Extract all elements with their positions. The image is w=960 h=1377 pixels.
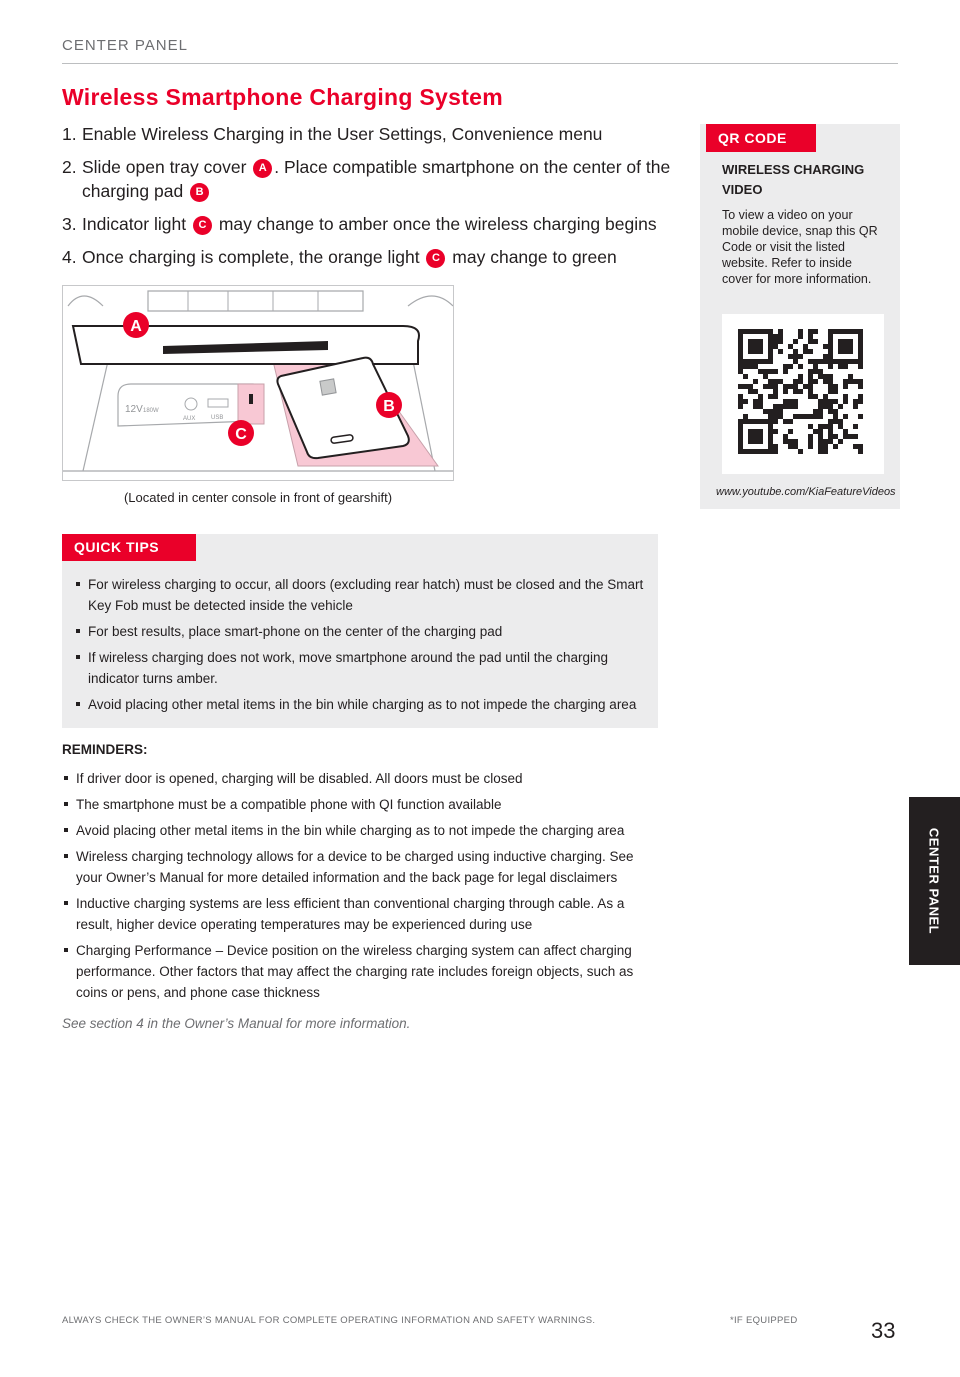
step-item <box>62 212 672 236</box>
list-item: For wireless charging to occur, all doors (excluding rear hatch) must be closed and the Smart Key Fob must be detected inside the vehicle <box>74 574 646 616</box>
see-section-note: See section 4 in the Owner’s Manual for more information. <box>62 1016 411 1031</box>
qr-code-image[interactable] <box>722 314 884 474</box>
footer-if-equipped: *IF EQUIPPED <box>730 1315 798 1326</box>
step-text: Slide open tray cover A . Place compatible smartphone on the center of the charging pad B <box>82 157 671 201</box>
list-item: The smartphone must be a compatible phone with QI function available <box>62 794 658 815</box>
callout-badge: B <box>190 183 209 202</box>
header-divider <box>62 63 898 64</box>
port-rating-label: 180W <box>143 408 159 414</box>
steps-list <box>62 122 672 278</box>
list-item: Charging Performance – Device position on the wireless charging system can affect charging performance. Other factors that may affect the charging rate includes foreign objects, such as coins or pens, and phone case thickness <box>62 940 658 1003</box>
reminders-heading: REMINDERS: <box>62 742 148 757</box>
list-item: Wireless charging technology allows for a device to be charged using inductive charging. See your Owner’s Manual for more detailed information and the back page for legal disclaimers <box>62 846 658 888</box>
list-item: For best results, place smart-phone on the center of the charging pad <box>74 621 646 642</box>
step-item <box>62 245 672 269</box>
charging-console-illustration <box>62 285 454 481</box>
section-header: CENTER PANEL <box>62 37 188 54</box>
illustration-caption: (Located in center console in front of gearshift) <box>123 490 393 505</box>
step-item <box>62 155 672 203</box>
qr-code-icon <box>722 314 884 474</box>
callout-a-label: A <box>130 318 142 335</box>
qr-code-tab: QR CODE <box>706 124 816 152</box>
port-aux-label: AUX <box>183 416 196 422</box>
footer-disclaimer: ALWAYS CHECK THE OWNER’S MANUAL FOR COMPLETE OPERATING INFORMATION AND SAFETY WARNINGS. <box>62 1315 596 1326</box>
list-item: Inductive charging systems are less efficient than conventional charging through cable. As a result, higher device operating temperatures may be experienced during use <box>62 893 658 935</box>
qr-heading: WIRELESS CHARGING VIDEO <box>722 162 865 197</box>
step-number: 1. <box>62 124 77 144</box>
step-number: 4. <box>62 247 77 267</box>
step-item <box>62 122 672 146</box>
callout-b-label: B <box>383 398 395 415</box>
step-number: 2. <box>62 157 77 177</box>
qr-description: To view a video on your mobile device, snap this QR Code or visit the listed website. Refer to inside cover for more information. <box>722 208 878 286</box>
callout-badge: C <box>426 249 445 268</box>
quick-tips-tab: QUICK TIPS <box>62 534 196 561</box>
list-item: Avoid placing other metal items in the bin while charging as to not impede the charging area <box>62 820 658 841</box>
callout-badge: C <box>193 216 212 235</box>
console-drawing <box>63 286 454 481</box>
page-title: Wireless Smartphone Charging System <box>62 84 504 110</box>
port-12v-label: 12V <box>125 404 143 415</box>
callout-badge: A <box>253 159 272 178</box>
list-item: If wireless charging does not work, move smartphone around the pad until the charging indicator turns amber. <box>74 647 646 689</box>
step-text: Enable Wireless Charging in the User Settings, Convenience menu <box>82 124 603 144</box>
side-tab-label: CENTER PANEL <box>926 827 942 935</box>
list-item: Avoid placing other metal items in the bin while charging as to not impede the charging area <box>74 694 646 715</box>
step-number: 3. <box>62 214 77 234</box>
step-text: Indicator light C may change to amber once the wireless charging begins <box>82 214 657 234</box>
page-number: 33 <box>871 1318 896 1343</box>
reminders-list <box>62 768 658 1008</box>
port-usb-label: USB <box>211 415 224 421</box>
callout-c-label: C <box>235 426 247 443</box>
quick-tips-list <box>74 574 646 720</box>
step-text: Once charging is complete, the orange light C may change to green <box>82 247 617 267</box>
qr-url-link[interactable]: www.youtube.com/KiaFeatureVideos <box>716 486 896 498</box>
list-item: If driver door is opened, charging will be disabled. All doors must be closed <box>62 768 658 789</box>
